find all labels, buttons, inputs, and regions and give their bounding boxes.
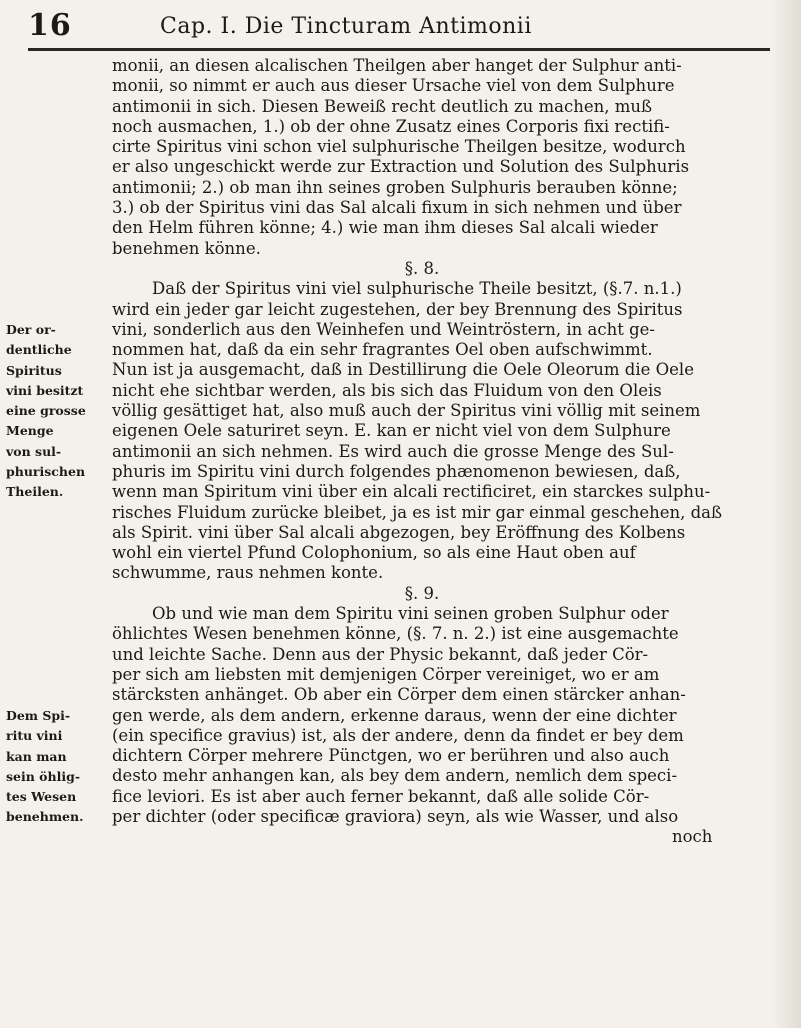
margin-note-section-9: [6, 706, 96, 828]
section-8-text: [112, 279, 772, 583]
text-line: vini, sonderlich aus den Weinhefen und Weintröstern, in acht ge-: [112, 319, 655, 339]
text-line: phuris im Spiritu vini durch folgendes phænomenon bewiesen, daß,: [112, 461, 681, 481]
margin-line: vini besitzt: [6, 382, 84, 398]
text-line: 3.) ob der Spiritus vini das Sal alcali fixum in sich nehmen und über: [112, 198, 682, 218]
text-line: antimonii in sich. Diesen Beweiß recht deutlich zu machen, muß: [112, 96, 653, 116]
margin-line: Menge: [6, 423, 54, 439]
text-line: wohl ein viertel Pfund Colophonium, so als eine Haut oben auf: [112, 543, 636, 563]
section-number-9: §. 9.: [404, 583, 440, 603]
text-line: nicht ehe sichtbar werden, als bis sich das Fluidum von den Oleis: [112, 380, 662, 400]
margin-line: tes Wesen: [6, 789, 77, 805]
text-line: gen werde, als dem andern, erkenne daraus, wenn der eine dichter: [112, 705, 677, 725]
text-line: fice leviori. Es ist aber auch ferner bekannt, daß alle solide Cör-: [112, 786, 650, 806]
text-line: öhlichtes Wesen benehmen könne, (§. 7. n. 2.) ist eine ausgemachte: [112, 624, 679, 644]
margin-line: phurischen: [6, 464, 86, 480]
text-line: schwumme, raus nehmen konte.: [112, 563, 384, 583]
margin-line: Spiritus: [6, 362, 62, 378]
text-line: cirte Spiritus vini schon viel sulphurische Theilgen besitze, wodurch: [112, 137, 686, 157]
running-head: Cap. I. Die Tincturam Antimonii: [160, 14, 532, 39]
margin-note-section-8: [6, 320, 96, 503]
margin-line: eine grosse: [6, 403, 86, 419]
header-rule: [28, 48, 770, 51]
page-gutter-shadow: [771, 0, 801, 1028]
text-line: wird ein jeder gar leicht zugestehen, der bey Brennung des Spiritus: [112, 299, 683, 319]
margin-line: sein öhlig-: [6, 768, 81, 784]
text-line: Nun ist ja ausgemacht, daß in Destillirung die Oele Oleorum die Oele: [112, 360, 694, 380]
text-line: desto mehr anhangen kan, als bey dem andern, nemlich dem speci-: [112, 766, 678, 786]
margin-line: ritu vini: [6, 728, 63, 744]
text-line: per sich am liebsten mit demjenigen Cörper vereiniget, wo er am: [112, 664, 660, 684]
text-line: per dichter (oder specificæ graviora) seyn, als wie Wasser, und also: [112, 806, 679, 826]
text-line: eigenen Oele saturiret seyn. E. kan er nicht viel von dem Sulphure: [112, 421, 671, 441]
text-line: wenn man Spiritum vini über ein alcali rectificiret, ein starckes sulphu-: [112, 482, 711, 502]
text-line: er also ungeschickt werde zur Extraction und Solution des Sulphuris: [112, 157, 690, 177]
text-line: antimonii; 2.) ob man ihn seines groben Sulphuris berauben könne;: [112, 177, 678, 197]
section-9-text: [112, 604, 772, 848]
body-text: [112, 56, 772, 848]
paragraph-continuation: [112, 56, 772, 259]
text-line: stärcksten anhänget. Ob aber ein Cörper dem einen stärcker anhan-: [112, 685, 686, 705]
text-line: noch ausmachen, 1.) ob der ohne Zusatz eines Corporis fixi rectifi-: [112, 116, 670, 136]
section-number-8: §. 8.: [404, 258, 440, 278]
text-line: benehmen könne.: [112, 238, 261, 258]
text-line: und leichte Sache. Denn aus der Physic bekannt, daß jeder Cör-: [112, 644, 649, 664]
text-line: antimonii an sich nehmen. Es wird auch die grosse Menge des Sul-: [112, 441, 674, 461]
margin-line: Theilen.: [6, 484, 64, 500]
text-line: monii, so nimmt er auch aus dieser Ursache viel von dem Sulphure: [112, 76, 675, 96]
text-line: den Helm führen könne; 4.) wie man ihm dieses Sal alcali wieder: [112, 218, 658, 238]
text-line: als Spirit. vini über Sal alcali abgezogen, bey Eröffnung des Kolbens: [112, 522, 686, 542]
text-line: dichtern Cörper mehrere Pünctgen, wo er berühren und also auch: [112, 746, 670, 766]
text-line: (ein specifice gravius) ist, als der andere, denn da findet er bey dem: [112, 725, 684, 745]
text-line: Daß der Spiritus vini viel sulphurische Theile besitzt, (§.7. n.1.): [152, 279, 682, 299]
margin-line: von sul-: [6, 443, 62, 459]
page-header: [28, 6, 778, 46]
margin-line: benehmen.: [6, 809, 84, 825]
margin-line: Der or-: [6, 322, 56, 337]
margin-line: Dem Spi-: [6, 708, 71, 723]
text-line: noch: [672, 827, 713, 847]
page-number: 16: [28, 8, 72, 43]
text-line: völlig gesättiget hat, also muß auch der Spiritus vini völlig mit seinem: [112, 401, 701, 421]
text-line: risches Fluidum zurücke bleibet, ja es ist mir gar einmal geschehen, daß: [112, 502, 723, 522]
text-line: monii, an diesen alcalischen Theilgen aber hanget der Sulphur anti-: [112, 56, 682, 75]
text-line: nommen hat, daß da ein sehr fragrantes Oel oben aufschwimmt.: [112, 340, 653, 360]
margin-line: dentliche: [6, 342, 72, 358]
text-line: Ob und wie man dem Spiritu vini seinen groben Sulphur oder: [152, 604, 669, 624]
margin-line: kan man: [6, 748, 67, 764]
